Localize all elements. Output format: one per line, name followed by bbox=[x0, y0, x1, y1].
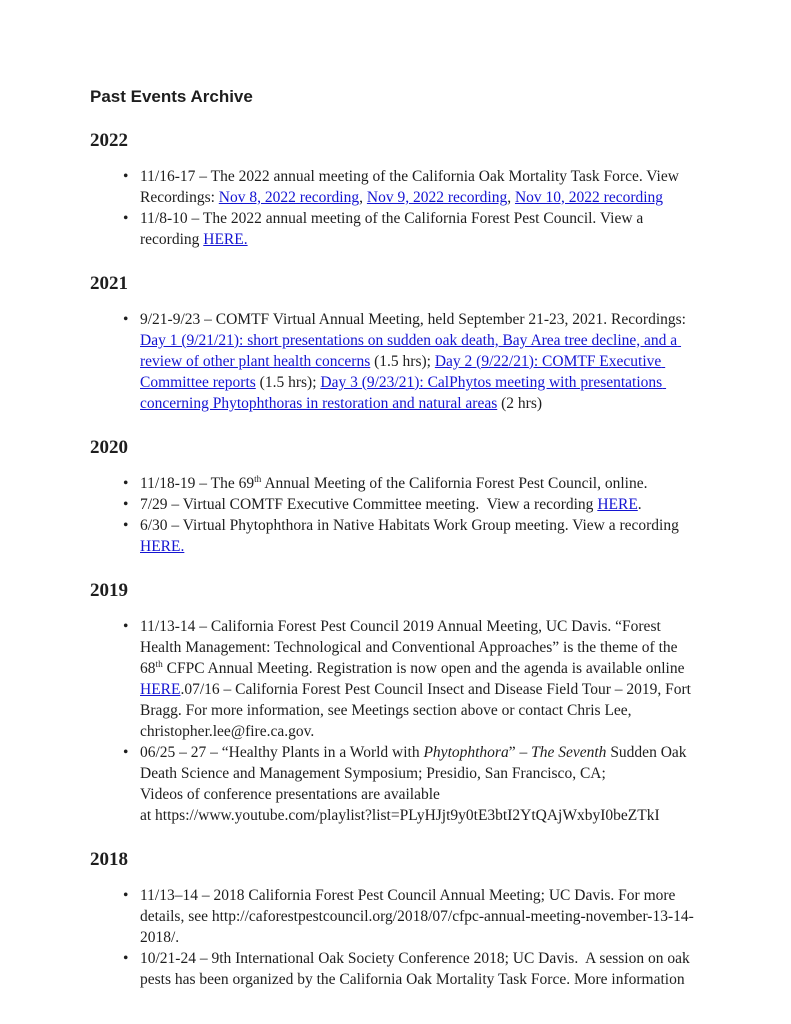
events-list bbox=[90, 166, 701, 250]
bullet-marker: • bbox=[123, 209, 129, 227]
bullet-marker: • bbox=[123, 743, 129, 761]
event-text: 6/30 – Virtual Phytophthora in Native Habitats Work Group meeting. View a recording bbox=[140, 516, 683, 534]
year-section-2018 bbox=[90, 850, 701, 990]
event-text: 11/13-14 – California Forest Pest Council 2019 Annual Meeting, UC Davis. “Forest Health Management: Technological and Conventional Approaches” is the theme of the 68 bbox=[140, 617, 682, 677]
event-item bbox=[123, 515, 701, 557]
event-link[interactable]: Nov 10, 2022 recording bbox=[514, 188, 664, 206]
event-item bbox=[123, 494, 701, 515]
event-item bbox=[123, 948, 701, 990]
year-heading: 2022 bbox=[90, 129, 128, 151]
event-link[interactable]: HERE. bbox=[203, 230, 248, 248]
events-list bbox=[90, 309, 701, 414]
event-text: 11/16-17 – The 2022 annual meeting of the California Oak Mortality Task Force. View Recordings: bbox=[140, 167, 683, 206]
event-text: Videos of conference presentations are available bbox=[140, 785, 440, 803]
bullet-marker: • bbox=[123, 474, 129, 492]
year-heading: 2018 bbox=[90, 848, 128, 870]
event-text: (1.5 hrs); bbox=[255, 373, 321, 391]
event-text: CFPC Annual Meeting. Registration is now open and the agenda is available online bbox=[162, 659, 689, 677]
event-text: (1.5 hrs); bbox=[370, 352, 435, 370]
event-text: 9/21-9/23 – COMTF Virtual Annual Meeting, held September 21-23, 2021. Recordings: bbox=[140, 310, 690, 328]
event-text: 11/8-10 – The 2022 annual meeting of the California Forest Pest Council. View a recording bbox=[140, 209, 648, 248]
superscript: th bbox=[254, 474, 262, 485]
superscript: th bbox=[155, 659, 163, 670]
bullet-marker: • bbox=[123, 167, 129, 185]
event-link[interactable]: HERE bbox=[597, 495, 638, 513]
year-section-2021 bbox=[90, 274, 701, 414]
bullet-marker: • bbox=[123, 949, 129, 967]
bullet-marker: • bbox=[123, 495, 129, 513]
event-text: 10/21-24 – 9th International Oak Society Conference 2018; UC Davis. A session on oak pests has been organized by the California Oak Mortality Task Force. More information bbox=[140, 949, 694, 988]
event-text: (2 hrs) bbox=[497, 394, 543, 412]
event-text: 11/13–14 – 2018 California Forest Pest Council Annual Meeting; UC Davis. For more details, see http://caforestpestcouncil.org/2018/07/cfpc-annual-meeting-november-13-14-2018/. bbox=[140, 886, 694, 946]
year-section-2019 bbox=[90, 581, 701, 826]
year-heading: 2020 bbox=[90, 436, 128, 458]
event-item bbox=[123, 208, 701, 250]
event-item bbox=[123, 742, 701, 826]
events-list bbox=[90, 616, 701, 826]
event-link[interactable]: HERE. bbox=[140, 537, 185, 555]
event-item bbox=[123, 309, 701, 414]
event-text: 11/18-19 – The 69 bbox=[140, 474, 255, 492]
event-text: Annual Meeting of the California Forest Pest Council, online. bbox=[261, 474, 648, 492]
bullet-marker: • bbox=[123, 886, 129, 904]
event-item bbox=[123, 473, 701, 494]
italic-text: The Seventh bbox=[531, 743, 607, 761]
event-link[interactable]: Day 1 (9/21/21): short presentations on sudden oak death, Bay Area tree decline, and a review of other plant health concerns bbox=[140, 331, 682, 370]
events-list bbox=[90, 885, 701, 990]
event-link[interactable]: Nov 9, 2022 recording bbox=[366, 188, 508, 206]
year-section-2022 bbox=[90, 131, 701, 250]
event-text: .07/16 – California Forest Pest Council Insect and Disease Field Tour – 2019, Fort Bragg. For more information, see Meetings section above or contact Chris Lee, christopher.lee@fire.ca.gov. bbox=[140, 680, 695, 740]
event-link[interactable]: Day 3 (9/23/21): CalPhytos meeting with presentations concerning Phytophthoras in restoration and natural areas bbox=[140, 373, 667, 412]
events-list bbox=[90, 473, 701, 557]
bullet-marker: • bbox=[123, 310, 129, 328]
year-section-2020 bbox=[90, 438, 701, 557]
event-link[interactable]: Day 2 (9/22/21): COMTF Executive Committee reports bbox=[140, 352, 666, 391]
italic-text: Phytophthora bbox=[423, 743, 509, 761]
event-item bbox=[123, 885, 701, 948]
event-item bbox=[123, 166, 701, 208]
event-text: 7/29 – Virtual COMTF Executive Committee meeting. View a recording bbox=[140, 495, 598, 513]
event-text: Sudden Oak Death Science and Management Symposium; Presidio, San Francisco, CA; bbox=[140, 743, 691, 782]
event-link[interactable]: Nov 8, 2022 recording bbox=[218, 188, 360, 206]
page-title: Past Events Archive bbox=[90, 87, 253, 106]
event-link[interactable]: HERE bbox=[140, 680, 181, 698]
bullet-marker: • bbox=[123, 516, 129, 534]
bullet-marker: • bbox=[123, 617, 129, 635]
event-text: 06/25 – 27 – “Healthy Plants in a World with bbox=[140, 743, 424, 761]
event-text: ” – bbox=[508, 743, 532, 761]
event-text: , bbox=[507, 188, 515, 206]
events-sections bbox=[90, 131, 701, 990]
year-heading: 2021 bbox=[90, 272, 128, 294]
event-text: at https://www.youtube.com/playlist?list=PLyHJjt9y0tE3btI2YtQAjWxbyI0beZTkI bbox=[140, 806, 660, 824]
year-heading: 2019 bbox=[90, 579, 128, 601]
event-text: , bbox=[359, 188, 367, 206]
event-item bbox=[123, 616, 701, 742]
event-text: . bbox=[637, 495, 642, 513]
